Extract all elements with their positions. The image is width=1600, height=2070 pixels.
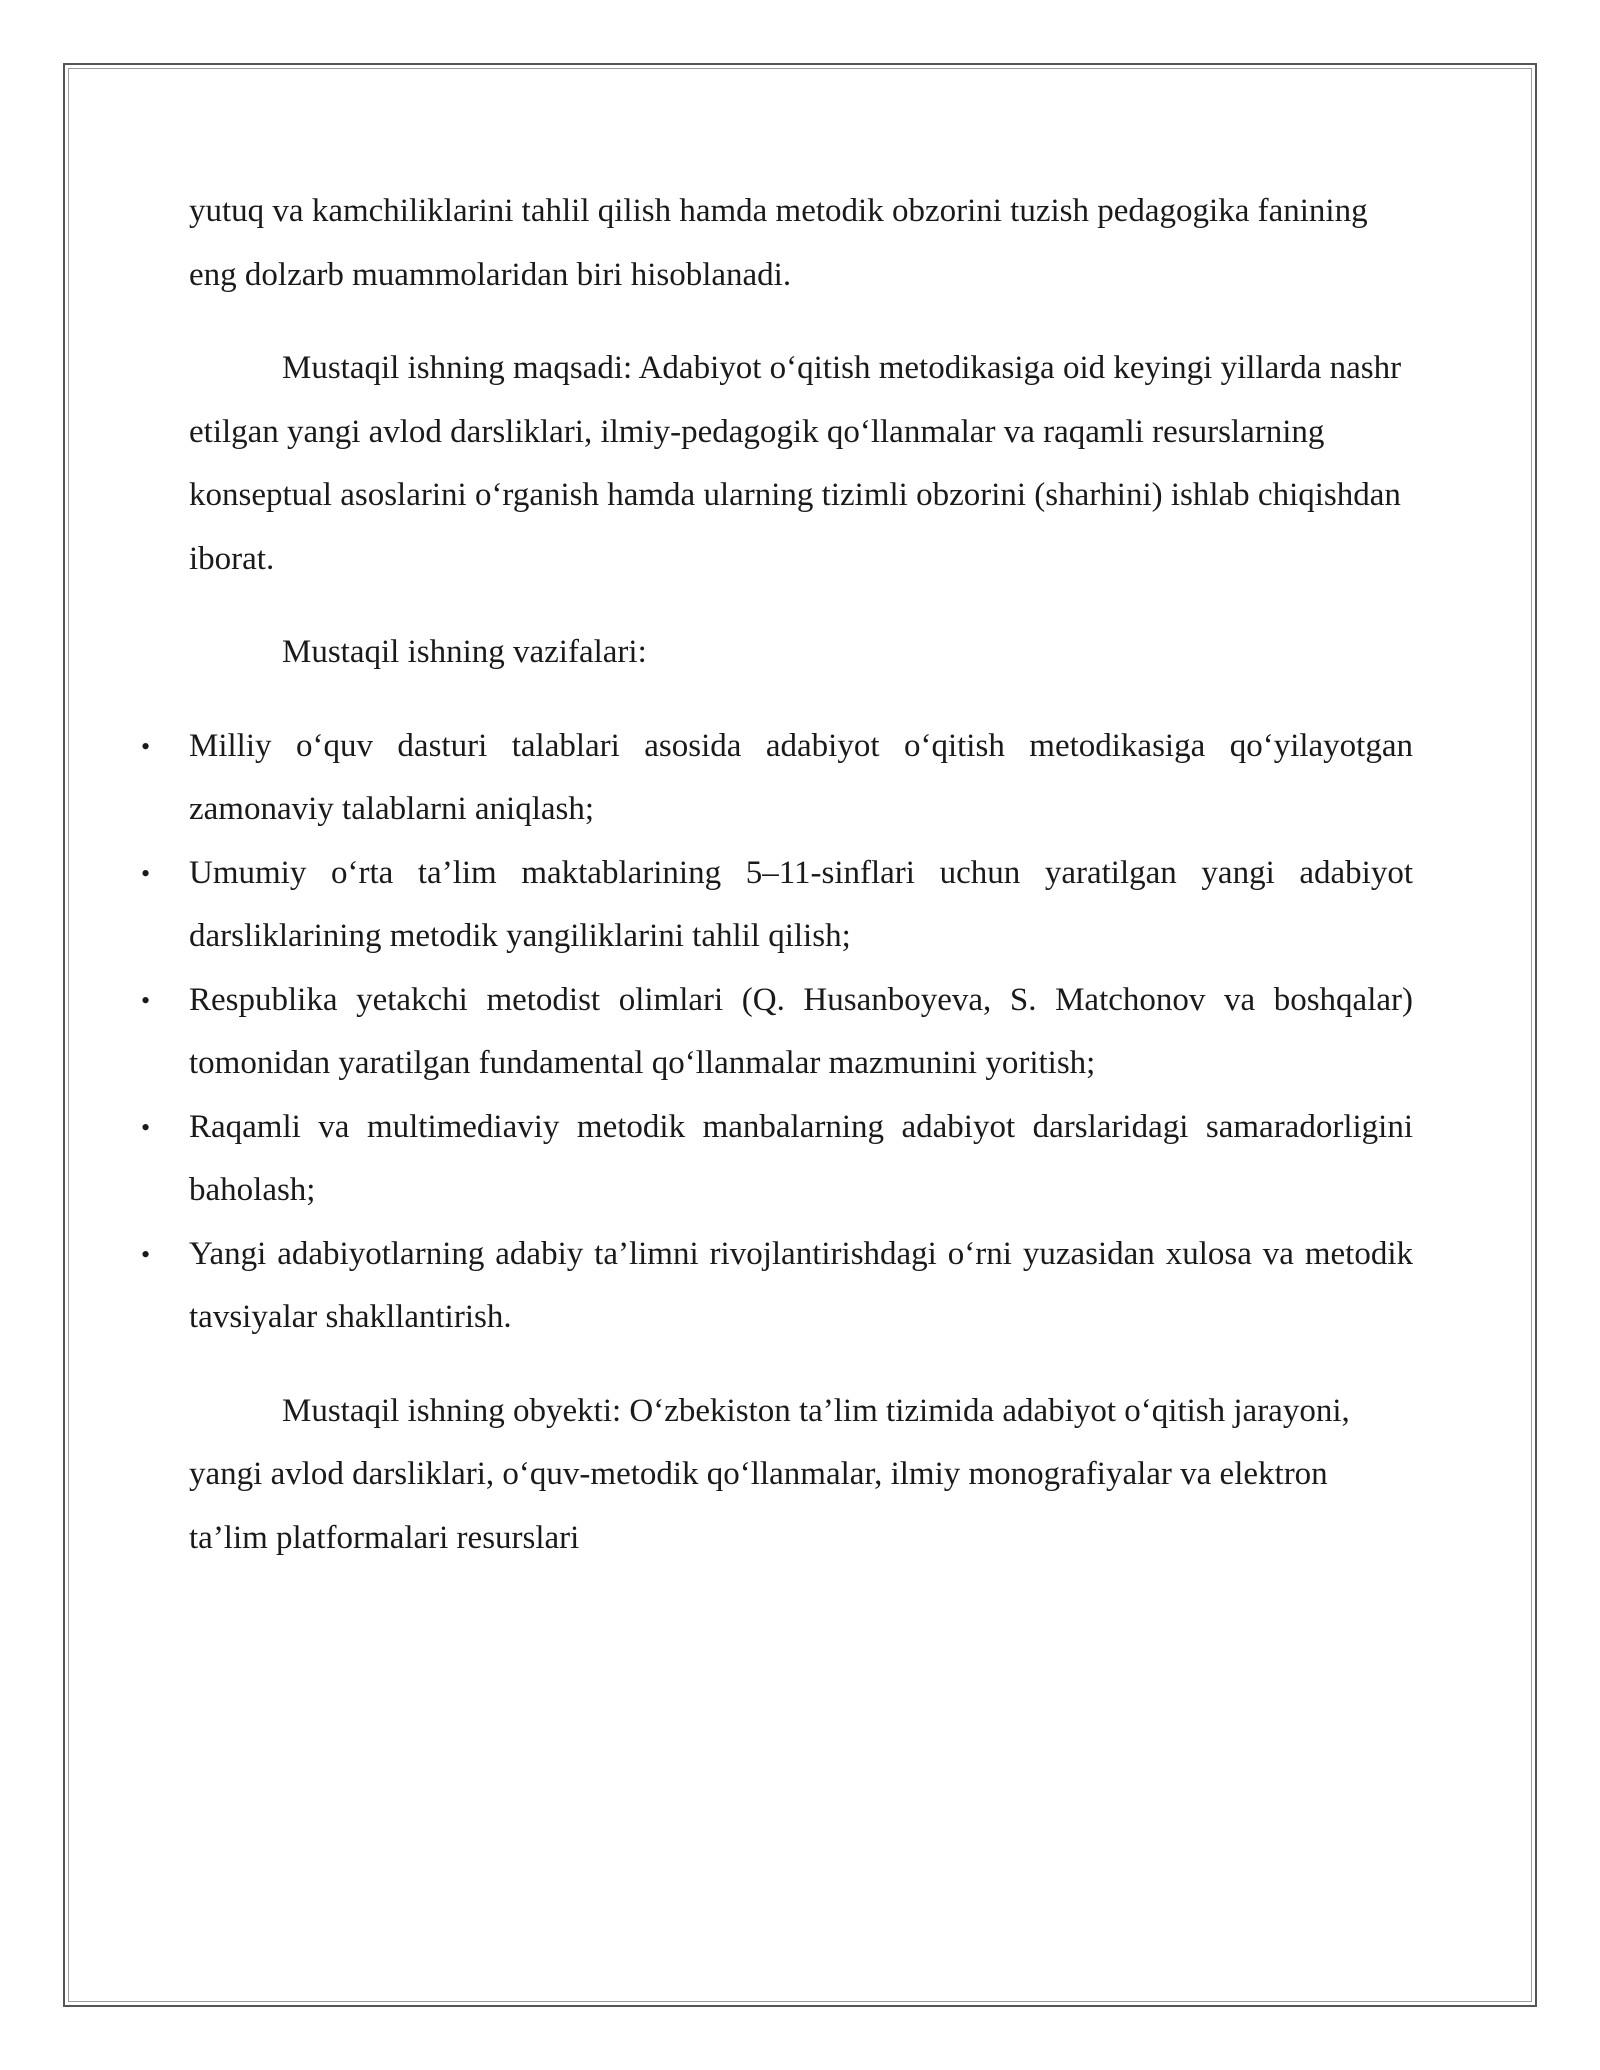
bullet-icon: • — [141, 1239, 151, 1269]
bullet-icon: • — [141, 858, 151, 888]
list-item-text: Yangi adabiyotlarning adabiy ta’limni rivojlantirishdagi o‘rni yuzasidan xulosa va metodik tavsiyalar shakllantirish. — [189, 1235, 1413, 1335]
list-item-text: Umumiy o‘rta ta’lim maktablarining 5–11-sinflari uchun yaratilgan yangi adabiyot darsliklarining metodik yangiliklarini tahlil qilish; — [189, 854, 1413, 954]
list-item — [141, 969, 1413, 1096]
list-item — [141, 842, 1413, 969]
list-item-text: Respublika yetakchi metodist olimlari (Q. Husanboyeva, S. Matchonov va boshqalar) tomonidan yaratilgan fundamental qo‘llanmalar mazmunini yoritish; — [189, 981, 1413, 1081]
tasks-list — [141, 715, 1413, 1350]
document-body — [141, 180, 1413, 1570]
list-item-text: Milliy o‘quv dasturi talablari asosida adabiyot o‘qitish metodikasiga qo‘yilayotgan zamonaviy talablarni aniqlash; — [189, 727, 1413, 827]
tasks-heading: Mustaqil ishning vazifalari: — [282, 634, 647, 670]
purpose-paragraph: Mustaqil ishning maqsadi: Adabiyot o‘qitish metodikasiga oid keyingi yillarda nashr etilgan yangi avlod darsliklari, ilmiy-pedagogik qo‘llanmalar va raqamli resurslarning konseptual asoslarini o‘rganish hamda ularning tizimli obzorini (sharhini) ishlab chiqishdan iborat. — [189, 350, 1402, 577]
list-item-text: Raqamli va multimediaviy metodik manbalarning adabiyot darslaridagi samaradorligini baholash; — [189, 1108, 1413, 1208]
list-item — [141, 1223, 1413, 1350]
list-item — [141, 715, 1413, 842]
bullet-icon: • — [141, 985, 151, 1015]
intro-paragraph: yutuq va kamchiliklarini tahlil qilish hamda metodik obzorini tuzish pedagogika fanining eng dolzarb muammolaridan biri hisoblanadi. — [189, 193, 1368, 293]
list-item — [141, 1096, 1413, 1223]
bullet-icon: • — [141, 731, 151, 761]
bullet-icon: • — [141, 1112, 151, 1142]
object-paragraph: Mustaqil ishning obyekti: O‘zbekiston ta’lim tizimida adabiyot o‘qitish jarayoni, yangi avlod darsliklari, o‘quv-metodik qo‘llanmalar, ilmiy monografiyalar va elektron ta’lim platformalari resurslari — [189, 1392, 1350, 1556]
